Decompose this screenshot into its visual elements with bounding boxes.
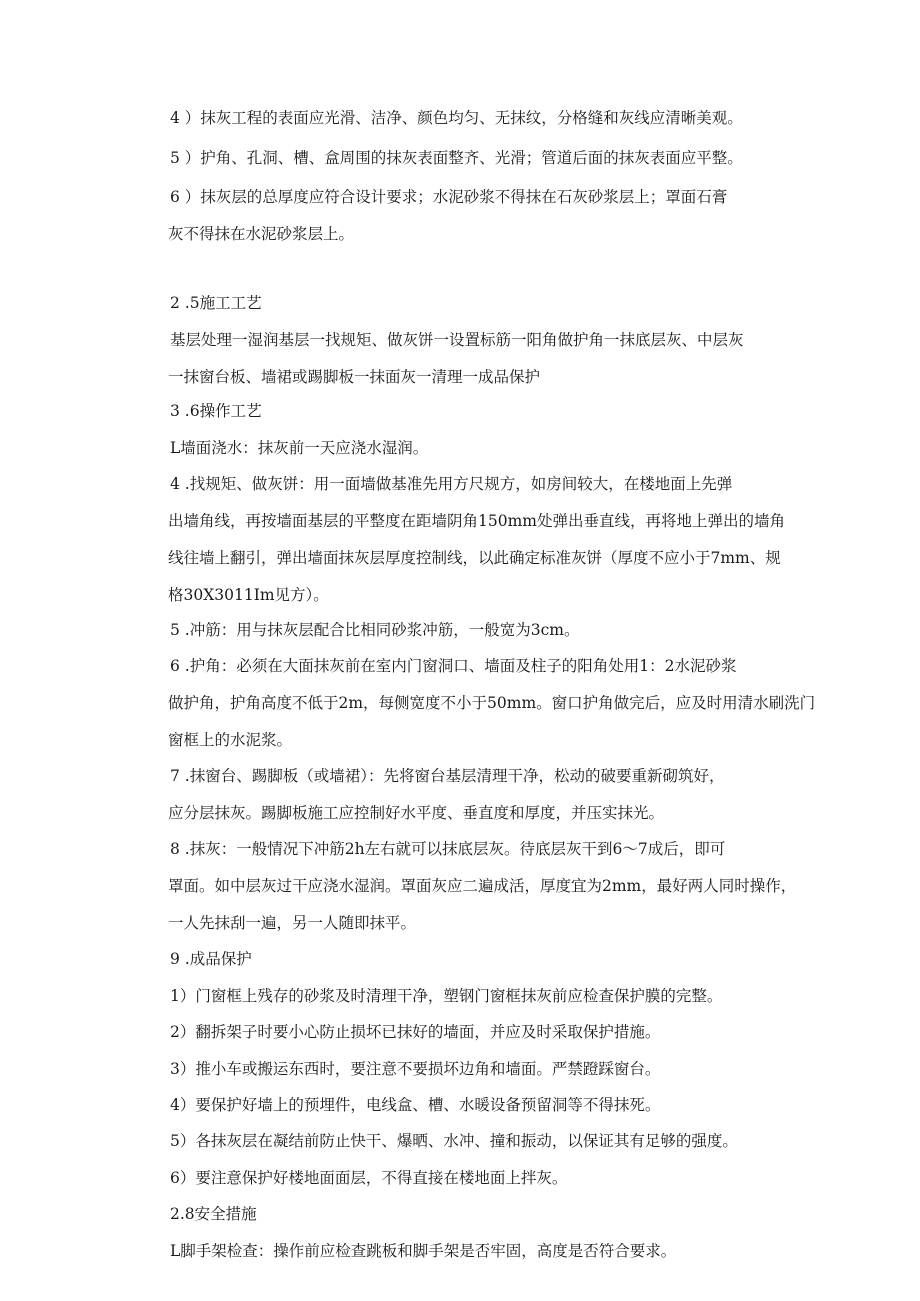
text-line: 2 .5施工工艺 [170, 294, 262, 312]
section-heading-operation-process [170, 393, 810, 430]
paragraph-plaster-surface [170, 100, 810, 137]
section-heading-safety-measures [170, 1196, 810, 1233]
text-line: 8 .抹灰：一般情况下冲筋2h左右就可以抹底层灰。待底层灰干到6～7成后，即可 [170, 840, 726, 858]
paragraph-plastering [170, 831, 810, 942]
text-line: 格30X3011Im见方）。 [168, 586, 329, 604]
text-line: 2）翻拆架子时要小心防止损坏已抹好的墙面，并应及时采取保护措施。 [170, 1023, 661, 1041]
list-item-protection-1 [170, 978, 810, 1015]
text-line: L墙面浇水：抹灰前一天应浇水湿润。 [170, 439, 429, 457]
text-line: 4 ）抹灰工程的表面应光滑、洁净、颜色均匀、无抹纹，分格缝和灰线应清晰美观。 [170, 109, 743, 127]
text-line: 罩面。如中层灰过干应浇水湿润。罩面灰应二遍成活，厚度宜为2mm，最好两人同时操作， [168, 877, 797, 895]
text-line: 应分层抹灰。踢脚板施工应控制好水平度、垂直度和厚度，并压实抹光。 [168, 804, 665, 822]
text-line: 7 .抹窗台、踢脚板（或墙裙）：先将窗台基层清理干净，松动的破要重新砌筑好， [170, 767, 725, 785]
section-heading-product-protection [170, 941, 810, 978]
paragraph-windowsill-skirting [170, 758, 810, 832]
text-line: 5）各抹灰层在凝结前防止快干、爆晒、水冲、撞和振动，以保证其有足够的强度。 [170, 1132, 738, 1150]
paragraph-screeding [170, 612, 810, 649]
list-item-protection-6 [170, 1160, 810, 1197]
text-line: 一抹窗台板、墙裙或踢脚板一抹面灰一清理一成品保护 [168, 368, 541, 386]
text-line: 9 .成品保护 [170, 950, 252, 968]
text-line: 6 ）抹灰层的总厚度应符合设计要求；水泥砂浆不得抹在石灰砂浆层上；罩面石膏 [170, 188, 728, 206]
paragraph-wall-watering [170, 430, 810, 467]
text-line: 线往墙上翻引，弹出墙面抹灰层厚度控制线，以此确定标准灰饼（厚度不应小于7mm、规 [168, 549, 781, 567]
text-line: 基层处理一湿润基层一找规矩、做灰饼一设置标筋一阳角做护角一抹底层灰、中层灰 [170, 331, 744, 349]
text-line: 窗框上的水泥浆。 [168, 731, 293, 749]
text-line: 出墙角线，再按墙面基层的平整度在距墙阴角150mm处弹出垂直线，再将地上弹出的墙角 [168, 512, 785, 530]
paragraph-scaffold-check [170, 1233, 810, 1270]
text-line: 4 .找规矩、做灰饼：用一面墙做基准先用方尺规方，如房间较大，在楼地面上先弹 [170, 475, 733, 493]
paragraph-process-flow [170, 322, 810, 396]
list-item-protection-2 [170, 1014, 810, 1051]
paragraph-rules-and-cakes [170, 466, 810, 614]
text-line: 6）要注意保护好楼地面面层，不得直接在楼地面上拌灰。 [170, 1169, 568, 1187]
text-line: 2.8安全措施 [170, 1205, 257, 1223]
paragraph-corner-guard [168, 648, 816, 759]
text-line: 5 .冲筋：用与抹灰层配合比相同砂浆冲筋，一般宽为3cm。 [170, 621, 580, 639]
text-line: 5 ）护角、孔洞、槽、盒周围的抹灰表面整齐、光滑；管道后面的抹灰表面应平整。 [170, 149, 743, 167]
text-line: 6 .护角：必须在大面抹灰前在室内门窗洞口、墙面及柱子的阳角处用1：2水泥砂浆 [170, 657, 737, 675]
text-line: 做护角，护角高度不低于2m，每侧宽度不小于50mm。窗口护角做完后，应及时用清水刷洗门 [168, 694, 816, 712]
paragraph-corner-protection-surface [170, 140, 810, 177]
paragraph-total-thickness [170, 179, 810, 253]
list-item-protection-4 [170, 1087, 810, 1124]
text-line: 3 .6操作工艺 [170, 402, 262, 420]
text-line: 1）门窗框上残存的砂浆及时清理干净，塑钢门窗框抹灰前应检查保护膜的完整。 [170, 987, 723, 1005]
text-line: 4）要保护好墙上的预埋件，电线盒、槽、水暖设备预留洞等不得抹死。 [170, 1096, 661, 1114]
list-item-protection-3 [170, 1051, 810, 1088]
text-line: 灰不得抹在水泥砂浆层上。 [168, 225, 355, 243]
text-line: 一人先抹刮一遍，另一人随即抹平。 [168, 914, 417, 932]
list-item-protection-5 [170, 1123, 810, 1160]
section-heading-construction-process [170, 285, 810, 322]
text-line: 3）推小车或搬运东西时，要注意不要损坏边角和墙面。严禁蹬踩窗台。 [170, 1060, 661, 1078]
text-line: L脚手架检查：操作前应检查跳板和脚手架是否牢固，高度是否符合要求。 [170, 1242, 677, 1260]
